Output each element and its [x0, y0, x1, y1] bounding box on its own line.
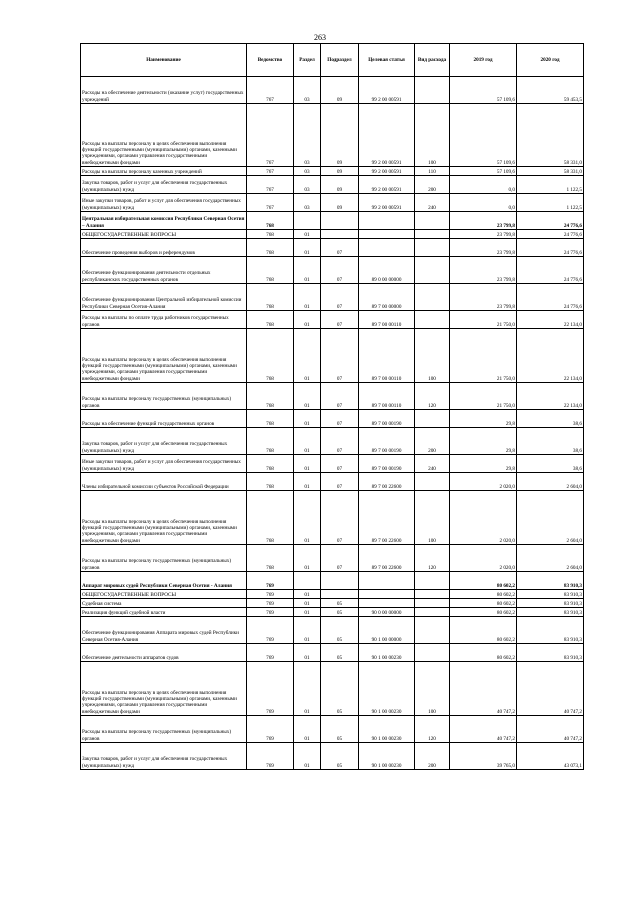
cell-name: Реализация функций судебной власти: [81, 608, 247, 617]
cell-name: Судебная система: [81, 599, 247, 608]
cell-2020: 40 747,2: [517, 662, 584, 716]
cell-2020: 2 604,0: [517, 473, 584, 491]
cell-subsection: 07: [321, 383, 359, 410]
cell-section: 01: [294, 284, 321, 311]
cell-name: Расходы на выплаты персоналу государственных (муниципальных) органов: [81, 383, 247, 410]
cell-section: 03: [294, 194, 321, 212]
cell-department: 768: [247, 428, 294, 455]
cell-2020: 43 073,1: [517, 743, 584, 770]
cell-2019: 80 602,2: [450, 599, 517, 608]
cell-expense-type: 120: [415, 383, 450, 410]
cell-expense-type: [415, 284, 450, 311]
cell-section: 01: [294, 590, 321, 599]
cell-subsection: 07: [321, 284, 359, 311]
cell-2020: 58 331,0: [517, 167, 584, 176]
cell-2019: 2 020,0: [450, 545, 517, 572]
cell-section: 01: [294, 617, 321, 644]
cell-2019: 23 799,8: [450, 212, 517, 230]
cell-name: Расходы на выплаты персоналу в целях обеспечения выполнения функций государственными (муниципальными) органами, казенными учреждениями, органами управления государственными внебюджетными фондами: [81, 104, 247, 167]
cell-section: [294, 212, 321, 230]
cell-subsection: 09: [321, 104, 359, 167]
cell-2019: 80 602,2: [450, 590, 517, 599]
cell-subsection: 09: [321, 194, 359, 212]
cell-section: [294, 572, 321, 590]
cell-target-article: 99 2 00 00591: [359, 77, 415, 104]
table-row: [81, 572, 584, 590]
cell-2019: 80 602,2: [450, 644, 517, 662]
cell-expense-type: [415, 239, 450, 257]
header-year-2019: 2019 год: [450, 44, 517, 77]
cell-2019: 0,0: [450, 176, 517, 194]
cell-2019: 23 799,8: [450, 257, 517, 284]
cell-section: 01: [294, 383, 321, 410]
cell-expense-type: [415, 599, 450, 608]
cell-section: 01: [294, 473, 321, 491]
cell-subsection: 05: [321, 716, 359, 743]
cell-target-article: 90 1 00 00000: [359, 617, 415, 644]
cell-section: 01: [294, 662, 321, 716]
cell-department: 768: [247, 284, 294, 311]
cell-name: Расходы на обеспечение функций государственных органов: [81, 410, 247, 428]
cell-2020: 24 776,6: [517, 239, 584, 257]
table-row: [81, 599, 584, 608]
cell-subsection: 07: [321, 239, 359, 257]
cell-2019: 80 602,2: [450, 608, 517, 617]
cell-name: Иные закупки товаров, работ и услуг для обеспечения государственных (муниципальных) нужд: [81, 455, 247, 473]
cell-department: 769: [247, 617, 294, 644]
cell-expense-type: [415, 644, 450, 662]
header-department: Ведомство: [247, 44, 294, 77]
cell-2020: 40 747,2: [517, 716, 584, 743]
cell-department: 769: [247, 743, 294, 770]
table-row: [81, 608, 584, 617]
cell-name: Расходы на выплаты персоналу государственных (муниципальных) органов: [81, 545, 247, 572]
cell-subsection: 05: [321, 617, 359, 644]
page-number: 263: [314, 33, 326, 42]
cell-section: 01: [294, 491, 321, 545]
cell-expense-type: [415, 212, 450, 230]
cell-name: Расходы на выплаты персоналу в целях обеспечения выполнения функций государственными (муниципальными) органами, казенными учреждениями, органами управления государственными внебюджетными фондами: [81, 662, 247, 716]
cell-subsection: 07: [321, 473, 359, 491]
cell-name: Иные закупки товаров, работ и услуг для обеспечения государственных (муниципальных) нужд: [81, 194, 247, 212]
cell-target-article: 89 7 00 00000: [359, 284, 415, 311]
cell-2019: 39 765,0: [450, 743, 517, 770]
cell-department: 768: [247, 329, 294, 383]
cell-section: 01: [294, 329, 321, 383]
cell-name: Расходы на выплаты персоналу государственных (муниципальных) органов: [81, 716, 247, 743]
table-row: [81, 644, 584, 662]
cell-subsection: 09: [321, 176, 359, 194]
cell-subsection: 07: [321, 455, 359, 473]
cell-name: Обеспечение функционирования Аппарата мировых судей Республики Северная Осетия-Алания: [81, 617, 247, 644]
table-row: [81, 194, 584, 212]
cell-expense-type: 120: [415, 545, 450, 572]
cell-department: 769: [247, 644, 294, 662]
cell-target-article: [359, 590, 415, 599]
cell-name: Закупка товаров, работ и услуг для обеспечения государственных (муниципальных) нужд: [81, 176, 247, 194]
cell-expense-type: 200: [415, 743, 450, 770]
cell-department: 767: [247, 167, 294, 176]
cell-target-article: [359, 599, 415, 608]
cell-target-article: 90 1 00 00230: [359, 644, 415, 662]
cell-section: 01: [294, 716, 321, 743]
cell-target-article: 89 7 00 00110: [359, 311, 415, 329]
cell-department: 769: [247, 608, 294, 617]
cell-name: Обеспечение деятельности аппаратов судов: [81, 644, 247, 662]
cell-2020: 83 910,3: [517, 617, 584, 644]
table-row: [81, 617, 584, 644]
cell-2019: 29,8: [450, 455, 517, 473]
cell-target-article: 99 2 00 00591: [359, 167, 415, 176]
cell-name: Расходы на выплаты персоналу казенных учреждений: [81, 167, 247, 176]
table-row: [81, 473, 584, 491]
table-row: [81, 590, 584, 599]
cell-target-article: 89 7 00 22600: [359, 491, 415, 545]
cell-2019: 57 109,6: [450, 167, 517, 176]
cell-department: 768: [247, 383, 294, 410]
cell-2020: 59 453,5: [517, 77, 584, 104]
cell-expense-type: 100: [415, 104, 450, 167]
table-row: [81, 311, 584, 329]
table-row: [81, 662, 584, 716]
header-subsection: Подраздел: [321, 44, 359, 77]
cell-subsection: 07: [321, 410, 359, 428]
cell-subsection: 05: [321, 743, 359, 770]
cell-section: 01: [294, 257, 321, 284]
cell-name: Расходы на выплаты по оплате труда работников государственных органов: [81, 311, 247, 329]
cell-department: 768: [247, 455, 294, 473]
cell-2020: 1 122,5: [517, 194, 584, 212]
cell-target-article: [359, 230, 415, 239]
cell-department: 767: [247, 104, 294, 167]
cell-subsection: 07: [321, 257, 359, 284]
cell-expense-type: 100: [415, 329, 450, 383]
cell-2020: 24 776,6: [517, 284, 584, 311]
cell-2020: 2 604,0: [517, 545, 584, 572]
cell-section: 01: [294, 743, 321, 770]
header-section: Раздел: [294, 44, 321, 77]
cell-subsection: 05: [321, 662, 359, 716]
cell-name: Расходы на обеспечение деятельности (оказание услуг) государственных учреждений: [81, 77, 247, 104]
cell-target-article: 89 7 00 00190: [359, 410, 415, 428]
cell-department: 768: [247, 212, 294, 230]
cell-target-article: 89 7 00 00190: [359, 455, 415, 473]
cell-target-article: 99 2 00 00591: [359, 176, 415, 194]
cell-2019: 2 020,0: [450, 491, 517, 545]
cell-2020: 2 604,0: [517, 491, 584, 545]
cell-subsection: 07: [321, 311, 359, 329]
cell-name: Обеспечение проведения выборов и референдумов: [81, 239, 247, 257]
cell-subsection: 07: [321, 329, 359, 383]
cell-2019: 40 747,2: [450, 716, 517, 743]
cell-expense-type: 200: [415, 176, 450, 194]
cell-expense-type: [415, 77, 450, 104]
cell-section: 01: [294, 410, 321, 428]
cell-subsection: 07: [321, 491, 359, 545]
cell-department: 769: [247, 599, 294, 608]
cell-name: ОБЩЕГОСУДАРСТВЕННЫЕ ВОПРОСЫ: [81, 590, 247, 599]
header-year-2020: 2020 год: [517, 44, 584, 77]
table-row: [81, 455, 584, 473]
cell-target-article: 90 1 00 00230: [359, 662, 415, 716]
cell-2020: 83 910,3: [517, 599, 584, 608]
cell-department: 768: [247, 410, 294, 428]
cell-expense-type: 100: [415, 491, 450, 545]
cell-department: 769: [247, 590, 294, 599]
cell-2020: 83 910,3: [517, 644, 584, 662]
cell-target-article: 89 7 00 00110: [359, 329, 415, 383]
cell-subsection: 05: [321, 608, 359, 617]
cell-2019: 2 020,0: [450, 473, 517, 491]
cell-expense-type: 200: [415, 428, 450, 455]
cell-section: 03: [294, 104, 321, 167]
table-row: [81, 212, 584, 230]
cell-2020: 38,6: [517, 410, 584, 428]
cell-name: Расходы на выплаты персоналу в целях обеспечения выполнения функций государственными (муниципальными) органами, казенными учреждениями, органами управления государственными внебюджетными фондами: [81, 491, 247, 545]
table-row: [81, 104, 584, 167]
cell-subsection: [321, 572, 359, 590]
cell-expense-type: 240: [415, 194, 450, 212]
cell-expense-type: [415, 608, 450, 617]
cell-name: Расходы на выплаты персоналу в целях обеспечения выполнения функций государственными (муниципальными) органами, казенными учреждениями, органами управления государственными внебюджетными фондами: [81, 329, 247, 383]
cell-2019: 21 750,0: [450, 329, 517, 383]
cell-name: Обеспечение функционирования деятельности отдельных республиканских государственных органов: [81, 257, 247, 284]
table-row: [81, 383, 584, 410]
cell-2019: 21 750,0: [450, 383, 517, 410]
cell-2019: 21 750,0: [450, 311, 517, 329]
cell-subsection: [321, 230, 359, 239]
cell-section: 01: [294, 239, 321, 257]
cell-2020: 22 134,0: [517, 383, 584, 410]
cell-name: Центральная избирательная комиссия Республики Северная Осетия – Алания: [81, 212, 247, 230]
cell-2020: 22 134,0: [517, 329, 584, 383]
cell-section: 03: [294, 167, 321, 176]
table-row: [81, 716, 584, 743]
cell-expense-type: [415, 311, 450, 329]
cell-2020: 38,6: [517, 455, 584, 473]
cell-target-article: 90 1 00 00230: [359, 716, 415, 743]
cell-expense-type: [415, 617, 450, 644]
cell-section: 03: [294, 77, 321, 104]
cell-subsection: 05: [321, 599, 359, 608]
cell-2020: 83 910,3: [517, 572, 584, 590]
cell-department: 768: [247, 491, 294, 545]
cell-department: 768: [247, 257, 294, 284]
cell-department: 767: [247, 194, 294, 212]
cell-name: ОБЩЕГОСУДАРСТВЕННЫЕ ВОПРОСЫ: [81, 230, 247, 239]
cell-target-article: 89 0 00 00000: [359, 257, 415, 284]
table-row: [81, 77, 584, 104]
cell-section: 01: [294, 455, 321, 473]
cell-name: Закупка товаров, работ и услуг для обеспечения государственных (муниципальных) нужд: [81, 743, 247, 770]
cell-expense-type: 110: [415, 167, 450, 176]
cell-subsection: [321, 212, 359, 230]
table-row: [81, 257, 584, 284]
cell-2019: 40 747,2: [450, 662, 517, 716]
header-expense-type: Вид расхода: [415, 44, 450, 77]
cell-expense-type: 100: [415, 662, 450, 716]
cell-department: 769: [247, 662, 294, 716]
cell-department: 768: [247, 311, 294, 329]
cell-name: Аппарат мировых судей Республики Северная Осетия - Алания: [81, 572, 247, 590]
cell-expense-type: [415, 473, 450, 491]
budget-table: [80, 43, 584, 770]
table-row: [81, 176, 584, 194]
cell-department: 768: [247, 473, 294, 491]
cell-2020: 83 910,3: [517, 608, 584, 617]
cell-2020: 38,6: [517, 428, 584, 455]
cell-2019: 0,0: [450, 194, 517, 212]
cell-target-article: 90 1 00 00230: [359, 743, 415, 770]
cell-department: 767: [247, 176, 294, 194]
cell-subsection: 09: [321, 77, 359, 104]
cell-section: 01: [294, 599, 321, 608]
cell-target-article: 89 7 00 22600: [359, 473, 415, 491]
cell-target-article: 99 2 00 00591: [359, 194, 415, 212]
cell-subsection: 05: [321, 644, 359, 662]
cell-subsection: [321, 590, 359, 599]
table-row: [81, 545, 584, 572]
cell-department: 768: [247, 545, 294, 572]
cell-name: Закупка товаров, работ и услуг для обеспечения государственных (муниципальных) нужд: [81, 428, 247, 455]
cell-2019: 29,8: [450, 410, 517, 428]
cell-expense-type: 240: [415, 455, 450, 473]
cell-2020: 58 331,0: [517, 104, 584, 167]
cell-expense-type: [415, 572, 450, 590]
cell-department: 768: [247, 230, 294, 239]
cell-2019: 23 799,8: [450, 230, 517, 239]
header-target-article: Целевая статья: [359, 44, 415, 77]
cell-2019: 23 799,8: [450, 284, 517, 311]
cell-expense-type: 120: [415, 716, 450, 743]
cell-target-article: [359, 212, 415, 230]
table-row: [81, 743, 584, 770]
cell-2019: 57 109,6: [450, 77, 517, 104]
cell-2020: 24 776,6: [517, 230, 584, 239]
cell-2020: 83 910,3: [517, 590, 584, 599]
cell-target-article: 89 7 00 00110: [359, 383, 415, 410]
cell-name: Члены избирательной комиссии субъектов Российской Федерации: [81, 473, 247, 491]
cell-section: 03: [294, 176, 321, 194]
cell-subsection: 07: [321, 428, 359, 455]
table-row: [81, 284, 584, 311]
cell-subsection: 09: [321, 167, 359, 176]
cell-2020: 24 776,6: [517, 257, 584, 284]
cell-target-article: 89 7 00 22600: [359, 545, 415, 572]
cell-target-article: 90 0 00 00000: [359, 608, 415, 617]
table-row: [81, 491, 584, 545]
table-row: [81, 167, 584, 176]
table-row: [81, 239, 584, 257]
cell-subsection: 07: [321, 545, 359, 572]
table-header-row: [81, 44, 584, 77]
cell-target-article: 89 7 00 00190: [359, 428, 415, 455]
cell-expense-type: [415, 230, 450, 239]
cell-target-article: [359, 572, 415, 590]
cell-2020: 24 776,6: [517, 212, 584, 230]
cell-department: 769: [247, 716, 294, 743]
cell-name: Обеспечение функционирования Центральной избирательной комиссии Республики Северная Осетия-Алания: [81, 284, 247, 311]
table-row: [81, 230, 584, 239]
cell-2019: 29,8: [450, 428, 517, 455]
cell-2019: 23 799,8: [450, 239, 517, 257]
cell-section: 01: [294, 608, 321, 617]
cell-2019: 57 109,6: [450, 104, 517, 167]
cell-2019: 80 602,2: [450, 572, 517, 590]
cell-department: 769: [247, 572, 294, 590]
cell-target-article: [359, 239, 415, 257]
table-row: [81, 410, 584, 428]
cell-department: 768: [247, 239, 294, 257]
table-row: [81, 428, 584, 455]
cell-expense-type: [415, 590, 450, 599]
header-name: Наименование: [81, 44, 247, 77]
cell-section: 01: [294, 230, 321, 239]
cell-department: 767: [247, 77, 294, 104]
cell-2019: 80 602,2: [450, 617, 517, 644]
cell-target-article: 99 2 00 00591: [359, 104, 415, 167]
cell-expense-type: [415, 410, 450, 428]
cell-section: 01: [294, 428, 321, 455]
cell-section: 01: [294, 311, 321, 329]
cell-expense-type: [415, 257, 450, 284]
cell-section: 01: [294, 545, 321, 572]
table-row: [81, 329, 584, 383]
cell-section: 01: [294, 644, 321, 662]
cell-2020: 22 134,0: [517, 311, 584, 329]
cell-2020: 1 122,5: [517, 176, 584, 194]
